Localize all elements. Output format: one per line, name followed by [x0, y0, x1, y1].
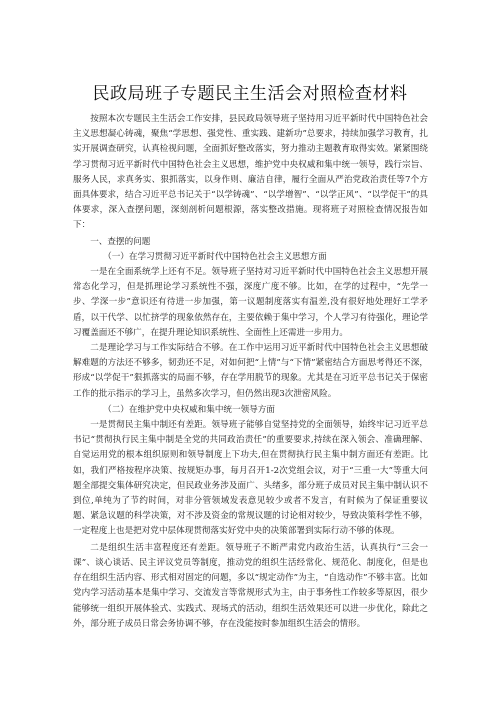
document-title: 民政局班子专题民主生活会对照检查材料	[92, 84, 408, 104]
paragraph-theory-practice: 二是理论学习与工作实际结合不够。在工作中运用习近平新时代中国特色社会主义思想破解难题的方法还不够多，韧劲还不足，对如何把“上情”与“下情”紧密结合方面思考得还不深，形成“以学促干”狠抓落实的局面不够，存在学用脱节的现象。尤其是在习近平总书记关于保密工作的批示指示的学习上，虽然多次学习，但仍然出现3次泄密风险。	[73, 343, 428, 399]
paragraph-organizational-life: 二是组织生活丰富程度还有差距。领导班子不断严肃党内政治生活，认真执行“三会一课”、谈心谈话、民主评议党员等制度，推动党的组织生活经常化、规范化、制度化，但是也存在组织生活内容、形式相对固定的问题，多以“规定动作”为主，“自选动作”不够丰富。比如党内学习活动基本是集中学习、交流发言等常规形式为主，由于事务性工作较多等原因，很少能够统一组织开展体验式、实践式、现场式的活动，组织生活效果还可以进一步优化，除此之外，部分班子成员日常会务协调不够，存在没能按时参加组织生活会的情形。	[73, 542, 428, 629]
subsection-heading-authority: （二）在维护党中央权威和集中统一领导方面	[103, 404, 275, 415]
paragraph-systematic-study: 一是在全面系统学上还有不足。领导班子坚持对习近平新时代中国特色社会主义思想开展常态化学习，但是抓理论学习系统性不强，深度广度不够。比如，在学的过程中，“先学一步、学深一步”意识还有待进一步加强，第一议题制度落实有温差,没有很好地处理好工学矛盾，以干代学、以忙挤学的现象依然存在，主要依赖于集中学习，个人学习有待强化，理论学习覆盖面还不够广，在提升理论知识系统性、全面性上还需进一步用力。	[73, 267, 428, 338]
paragraph-democratic-centralism: 一是贯彻民主集中制还有差距。领导班子能够自觉坚持党的全面领导，始终牢记习近平总书记“贯彻执行民主集中制是全党的共同政治责任”的重要要求,持续在深入领会、准确理解、自觉运用党的根本组织原则和领导制度上下功夫,但在贯彻执行民主集中制方面还有差距。比如，我们严格按程序决策、按规矩办事，每月召开1-2次党组会议，对于“三重一大”等重大问题全部提交集体研究决定，但民政业务涉及面广、头绪多，部分班子成员对民主集中制认识不到位,单纯为了节约时间，对非分管领域发表意见较少或者不发言，有时候为了保证重要议题、紧急议题的科学决策，对不涉及资金的常规议题的讨论相对较少，导致决策科学性不够，一定程度上也是把对党中层体现贯彻落实好党中央的决策部署到实际行动不够的体现。	[73, 420, 428, 537]
subsection-heading-theory: （一）在学习贯彻习近平新时代中国特色社会主义思想方面	[103, 251, 327, 262]
intro-paragraph: 按照本次专题民主生活会工作安排，县民政局领导班子坚持用习近平新时代中国特色社会主义思想凝心铸魂，聚焦“学思想、强党性、重实践、建新功”总要求，持续加强学习教育，扎实开展调查研究，认真检视问题，全面抓好整改落实，努力推动主题教育取得实效。紧紧围绕学习贯彻习近平新时代中国特色社会主义思想，维护党中央权威和集中统一领导，践行宗旨、服务人民，求真务实、狠抓落实，以身作则、廉洁自律，履行全面从严治党政治责任等7个方面具体要求，结合习近平总书记关于“以学铸魂”、“以学增智”、“以学正风”、“以学促干”的具体要求，深入查摆问题，深刻剖析问题根源，落实整改措施。现将班子对照检查情况报告如下：	[73, 114, 428, 231]
document-body	[73, 112, 428, 632]
section-heading-problems: 一、查摆的问题	[90, 236, 151, 247]
